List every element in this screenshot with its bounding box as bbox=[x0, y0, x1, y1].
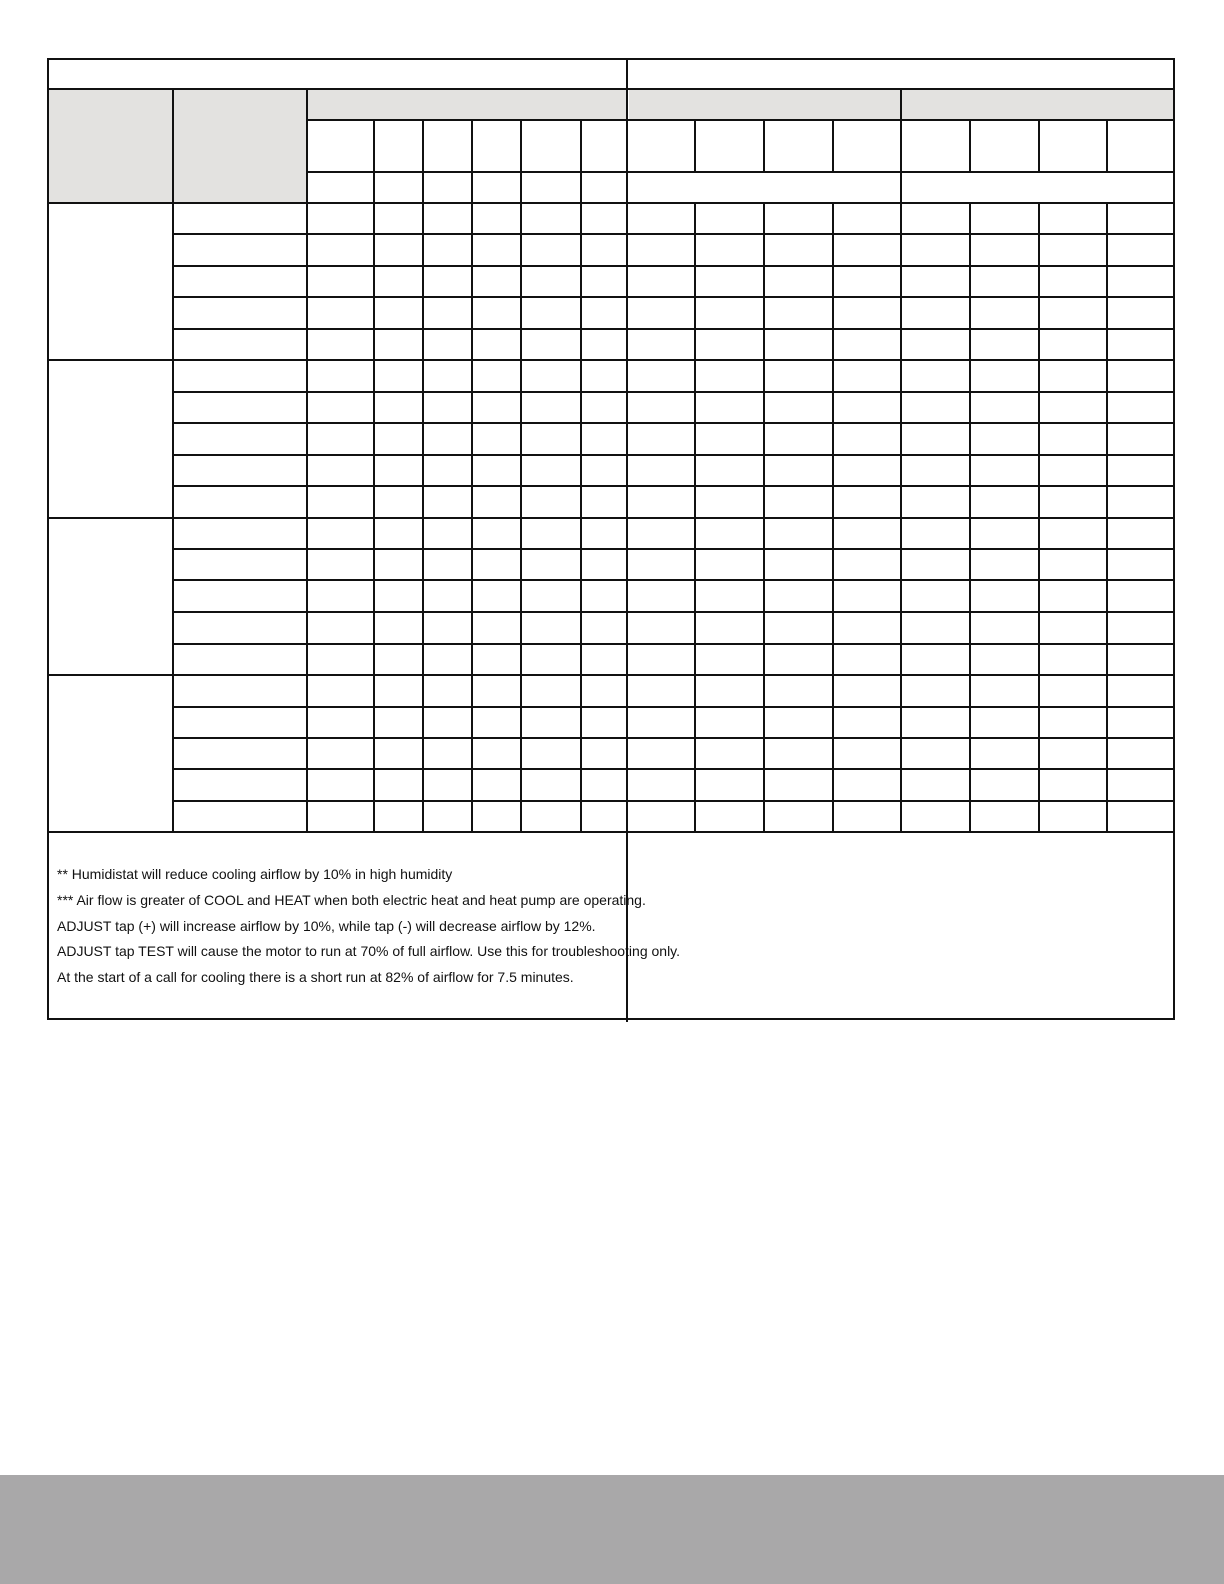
table-notes bbox=[57, 862, 1157, 991]
grid-line-v bbox=[969, 202, 971, 833]
grid-line-h bbox=[174, 611, 1175, 613]
note-air-flow: *** Air flow is greater of COOL and HEAT when both electric heat and heat pump are operating. bbox=[57, 891, 646, 908]
note-adjust-tap: ADJUST tap (+) will increase airflow by 10%, while tap (-) will decrease airflow by 12%. bbox=[57, 917, 596, 934]
grid-line-v bbox=[694, 119, 696, 172]
grid-line-h bbox=[47, 202, 1175, 204]
note-humidistat: ** Humidistat will reduce cooling airflow by 10% in high humidity bbox=[57, 866, 453, 882]
grid-line-h bbox=[47, 517, 1175, 519]
grid-line-h bbox=[174, 265, 1175, 267]
grid-line-h bbox=[174, 328, 1175, 330]
grid-line-v bbox=[832, 202, 834, 833]
grid-line-h bbox=[174, 485, 1175, 487]
header-shade-group1 bbox=[308, 89, 627, 119]
footer-band bbox=[0, 1475, 1224, 1584]
grid-line-v bbox=[471, 119, 473, 833]
grid-line-v bbox=[580, 119, 582, 833]
grid-line-h bbox=[174, 233, 1175, 235]
header-shade-col1 bbox=[49, 89, 172, 202]
grid-line-h bbox=[47, 674, 1175, 676]
grid-line-v bbox=[1106, 119, 1108, 172]
grid-line-v bbox=[763, 119, 765, 172]
header-shade-group2 bbox=[629, 89, 900, 119]
grid-line-h bbox=[306, 171, 1175, 173]
grid-line-h bbox=[174, 296, 1175, 298]
header-shade-group3 bbox=[902, 89, 1173, 119]
grid-line-h bbox=[47, 359, 1175, 361]
grid-line-h bbox=[174, 454, 1175, 456]
grid-line-v bbox=[373, 119, 375, 833]
grid-line-v bbox=[969, 119, 971, 172]
grid-line-v bbox=[1106, 202, 1108, 833]
grid-line-h bbox=[174, 391, 1175, 393]
grid-line-v bbox=[900, 88, 902, 833]
grid-line-v bbox=[832, 119, 834, 172]
grid-line-v bbox=[763, 202, 765, 833]
grid-line-h bbox=[174, 768, 1175, 770]
grid-line-h bbox=[47, 88, 1175, 90]
grid-line-v bbox=[422, 119, 424, 833]
grid-line-h bbox=[174, 643, 1175, 645]
grid-line-v bbox=[172, 88, 174, 833]
grid-line-v bbox=[306, 88, 308, 833]
grid-line-h bbox=[174, 800, 1175, 802]
grid-line-v bbox=[1038, 202, 1040, 833]
grid-line-v bbox=[520, 119, 522, 833]
grid-line-v bbox=[694, 202, 696, 833]
grid-line-h bbox=[174, 706, 1175, 708]
note-adjust-test: ADJUST tap TEST will cause the motor to run at 70% of full airflow. Use this for troubleshooting only. bbox=[57, 943, 681, 960]
grid-line-h bbox=[174, 737, 1175, 739]
grid-line-h bbox=[174, 579, 1175, 581]
grid-line-v bbox=[1038, 119, 1040, 172]
header-shade-col2 bbox=[174, 89, 306, 202]
grid-line-h bbox=[306, 119, 1175, 121]
grid-line-h bbox=[174, 548, 1175, 550]
note-cooling-start: At the start of a call for cooling there is a short run at 82% of airflow for 7.5 minutes. bbox=[57, 969, 574, 986]
grid-line-h bbox=[174, 422, 1175, 424]
grid-line-h bbox=[47, 831, 1175, 833]
